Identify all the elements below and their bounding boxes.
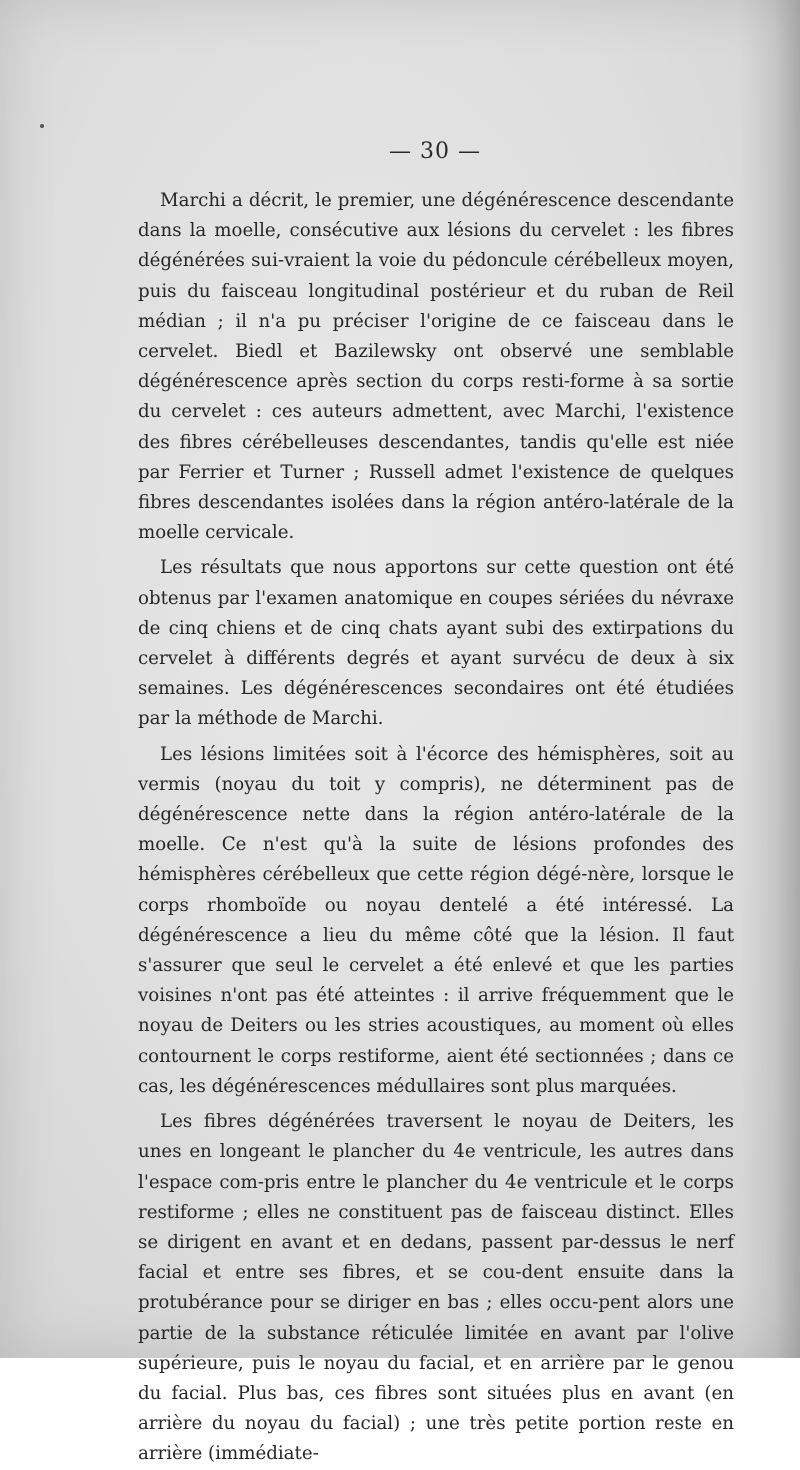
body-text	[138, 186, 734, 1470]
paragraph-1: Marchi a décrit, le premier, une dégénérescence descendante dans la moelle, consécutive aux lésions du cervelet : les fibres dégénérées sui-vraient la voie du pédoncule cérébelleux moyen, puis du faisceau longitudinal postérieur et du ruban de Reil médian ; il n'a pu préciser l'origine de ce faisceau dans le cervelet. Biedl et Bazilewsky ont observé une semblable dégénérescence après section du corps resti-forme à sa sortie du cervelet : ces auteurs admettent, avec Marchi, l'existence des fibres cérébelleuses descendantes, tandis qu'elle est niée par Ferrier et Turner ; Russell admet l'existence de quelques fibres descendantes isolées dans la région antéro-latérale de la moelle cervicale.	[138, 190, 734, 544]
paragraph-3: Les lésions limitées soit à l'écorce des hémisphères, soit au vermis (noyau du toit y compris), ne déterminent pas de dégénérescence nette dans la région antéro-latérale de la moelle. Ce n'est qu'à la suite de lésions profondes des hémisphères cérébelleux que cette région dégé-nère, lorsque le corps rhomboïde ou noyau dentelé a été intéressé. La dégénérescence a lieu du même côté que la lésion. Il faut s'assurer que seul le cervelet a été enlevé et que les parties voisines n'ont pas été atteintes : il arrive fréquemment que le noyau de Deiters ou les stries acoustiques, au moment où elles contournent le corps restiforme, aient été sectionnées ; dans ce cas, les dégénérescences médullaires sont plus marquées.	[138, 743, 734, 1097]
margin-speck	[40, 124, 44, 128]
paragraph-2: Les résultats que nous apportons sur cette question ont été obtenus par l'examen anatomique en coupes sériées du névraxe de cinq chiens et de cinq chats ayant subi des extirpations du cervelet à différents degrés et ayant survécu de deux à six semaines. Les dégénérescences secondaires ont été étudiées par la méthode de Marchi.	[138, 557, 734, 730]
paragraph-4: Les fibres dégénérées traversent le noyau de Deiters, les unes en longeant le plancher du 4e ventricule, les autres dans l'espace com-pris entre le plancher du 4e ventricule et le corps restiforme ; elles ne constituent pas de faisceau distinct. Elles se dirigent en avant et en dedans, passent par-dessus le nerf facial et entre ses fibres, et se cou-dent ensuite dans la protubérance pour se diriger en bas ; elles occu-pent alors une partie de la substance réticulée limitée en avant par l'olive supérieure, puis le noyau du facial, et en arrière par le genou du facial. Plus bas, ces fibres sont situées plus en avant (en arrière du noyau du facial) ; une très petite portion reste en arrière (immédiate-	[138, 1111, 734, 1465]
page-number: — 30 —	[389, 139, 481, 164]
